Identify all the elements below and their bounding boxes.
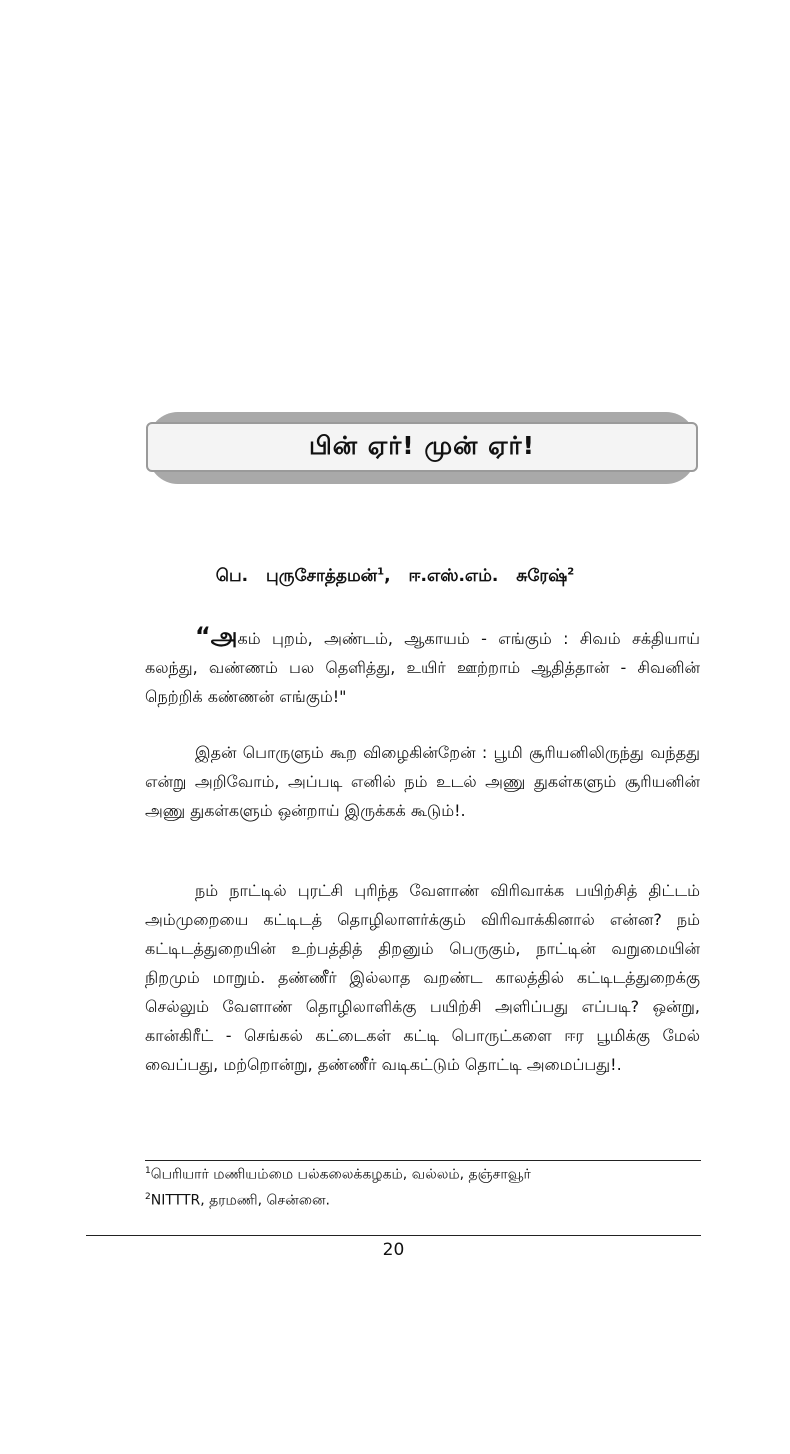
chapter-title: பின் ஏர்! முன் ஏர்! <box>146 422 698 472</box>
paragraph-3-text: நம் நாட்டில் புரட்சி புரிந்த வேளாண் விரிவாக்க பயிற்சித் திட்டம் அம்முறையை கட்டிடத் தொழிலாளர்க்கும் விரிவாக்கினால் என்ன? நம் கட்டிடத்துறையின் உற்பத்தித் திறனும் பெருகும், நாட்டின் வறுமையின் நிறமும் மாறும். தண்ணீர் இல்லாத வறண்ட காலத்தில் கட்டிடத்துறைக்கு செல்லும் வேளாண் தொழிலாளிக்கு பயிற்சி அளிப்பது எப்படி? ஒன்று, கான்கிரீட் - செங்கல் கட்டைகள் கட்டி பொருட்களை ஈர பூமிக்கு மேல் வைப்பது, மற்றொன்று, தண்ணீர் வடிகட்டும் தொட்டி அமைப்பது!. <box>145 881 700 1074</box>
paragraph-2-text: இதன் பொருளும் கூற விழைகின்றேன் : பூமி சூரியனிலிருந்து வந்தது என்று அறிவோம், அப்படி எனில் நம் உடல் அணு துகள்களும் சூரியனின் அணு துகள்களும் ஒன்றாய் இருக்கக் கூடும்!. <box>145 743 700 820</box>
footnote-1-text: பெரியார் மணியம்மை பல்கலைக்கழகம், வல்லம், தஞ்சாவூர் <box>150 1166 531 1183</box>
footnote-1-mark: 1 <box>145 1166 151 1176</box>
author-1: பெ. புருசோத்தமன் <box>215 566 378 586</box>
open-quote: “ <box>195 622 211 650</box>
page-number: 20 <box>382 1240 405 1260</box>
footnote-2-text: NITTTR, தரமணி, சென்னை. <box>150 1192 330 1209</box>
author-2: ஈ.எஸ்.எம். சுரேஷ் <box>408 566 568 586</box>
verse-initial: அ <box>210 622 238 650</box>
page-footer-divider <box>86 1235 701 1236</box>
paragraph-2 <box>145 738 700 825</box>
footnote-2-mark: 2 <box>145 1192 151 1202</box>
paragraph-3 <box>145 876 700 1079</box>
opening-verse <box>145 622 700 711</box>
footnote-divider <box>145 1160 701 1161</box>
author-1-footnote-mark: 1 <box>377 566 385 578</box>
author-separator: , <box>384 566 391 586</box>
author-2-footnote-mark: 2 <box>567 566 575 578</box>
verse-text: கம் புறம், அண்டம், ஆகாயம் - எங்கும் : சிவம் சக்தியாய் கலந்து, வண்ணம் பல தெளித்து, உயிர் ஊற்றாம் ஆதித்தான் - சிவனின் நெற்றிக் கண்ணன் எங்கும்!" <box>145 629 700 706</box>
footnote-2 <box>145 1192 701 1211</box>
authors-line <box>90 566 700 588</box>
footnote-1 <box>145 1166 701 1185</box>
